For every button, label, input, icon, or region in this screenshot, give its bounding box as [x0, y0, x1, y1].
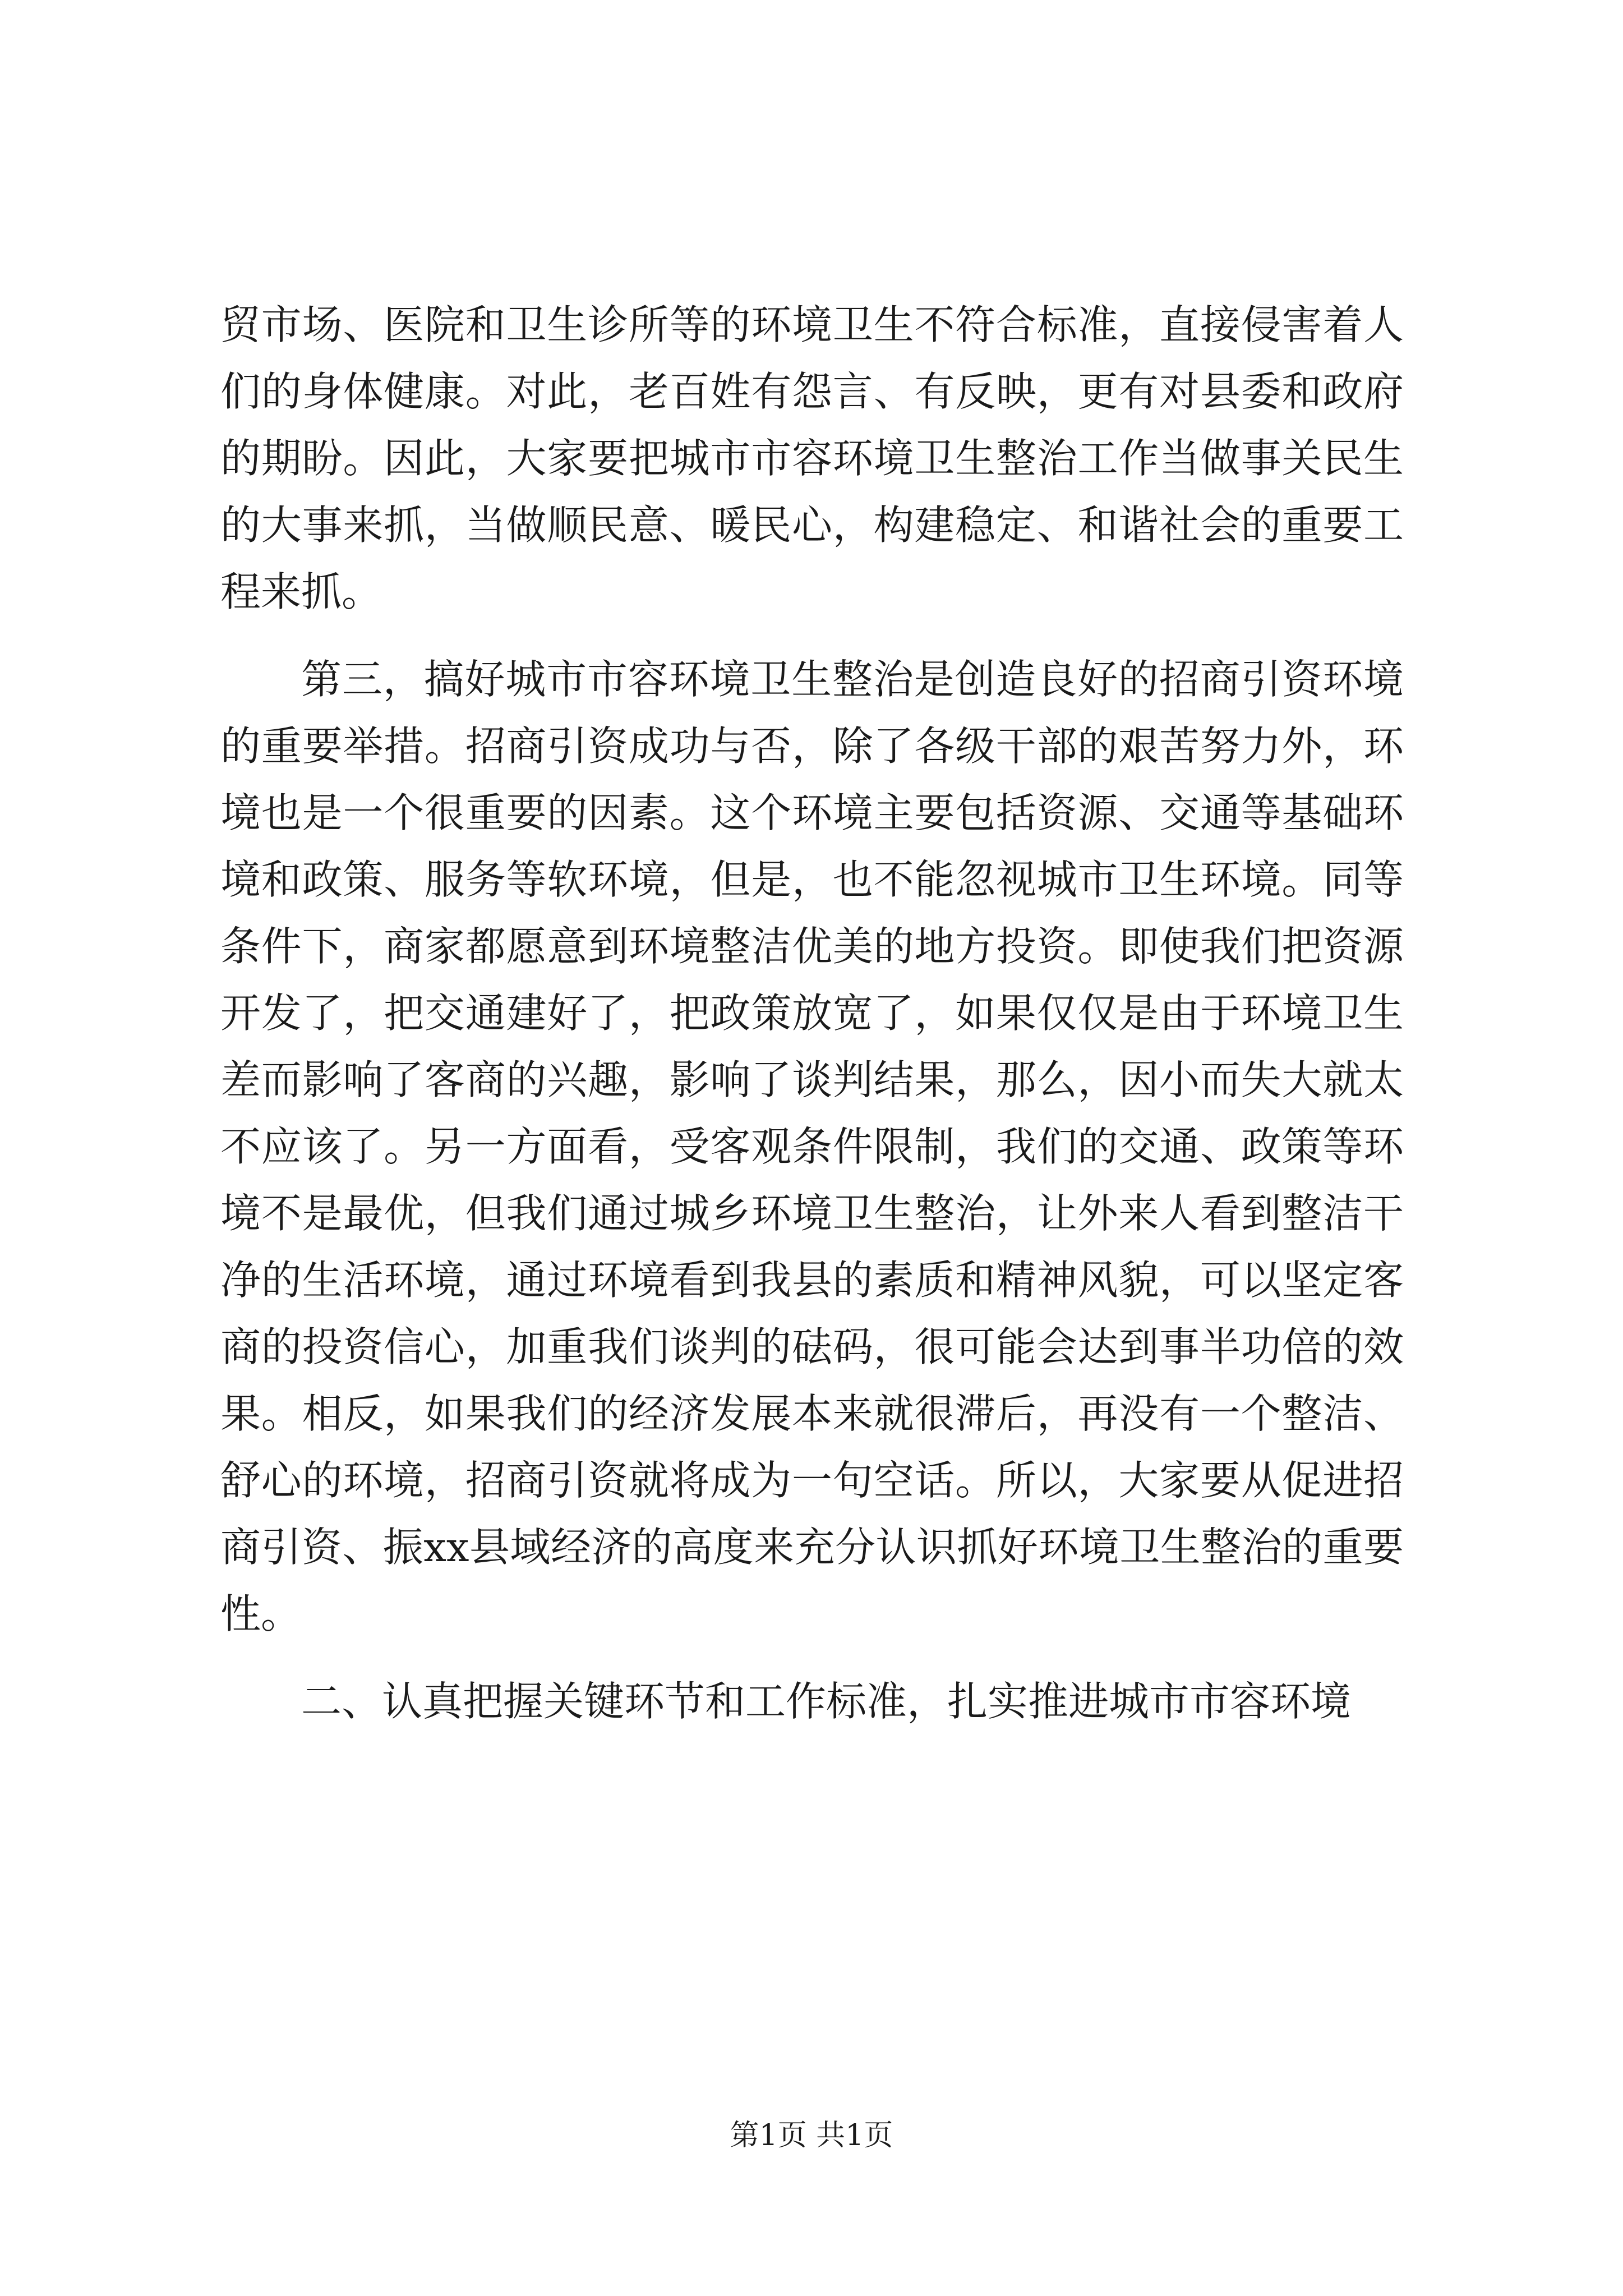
page-footer: 第1页 共1页 [730, 2119, 893, 2152]
paragraph-2: 第三，搞好城市市容环境卫生整治是创造良好的招商引资环境的重要举措。招商引资成功与否，除了各级干部的艰苦努力外，环境也是一个很重要的因素。这个环境主要包括资源、交通等基础环境和政策、服务等软环境，但是，也不能忽视城市卫生环境。同等条件下，商家都愿意到环境整洁优美的地方投资。即使我们把资源开发了，把交通建好了，把政策放宽了，如果仅仅是由于环境卫生差而影响了客商的兴趣，影响了谈判结果，那么，因小而失大就太不应该了。另一方面看，受客观条件限制，我们的交通、政策等环境不是最优，但我们通过城乡环境卫生整治，让外来人看到整洁干净的生活环境，通过环境看到我县的素质和精神风貌，可以坚定客商的投资信心，加重我们谈判的砝码，很可能会达到事半功倍的效果。相反，如果我们的经济发展本来就很滞后，再没有一个整洁、舒心的环境，招商引资就将成为一句空话。所以，大家要从促进招商引资、振xx县域经济的高度来充分认识抓好环境卫生整治的重要性。 [220, 656, 1404, 1637]
paragraph-1: 贸市场、医院和卫生诊所等的环境卫生不符合标准，直接侵害着人们的身体健康。对此，老百姓有怨言、有反映，更有对县委和政府的期盼。因此，大家要把城市市容环境卫生整治工作当做事关民生的大事来抓，当做顺民意、暖民心，构建稳定、和谐社会的重要工程来抓。 [220, 301, 1404, 615]
paragraph-3: 二、认真把握关键环节和工作标准，扎实推进城市市容环境 [301, 1678, 1352, 1725]
document-body [220, 292, 1404, 1756]
